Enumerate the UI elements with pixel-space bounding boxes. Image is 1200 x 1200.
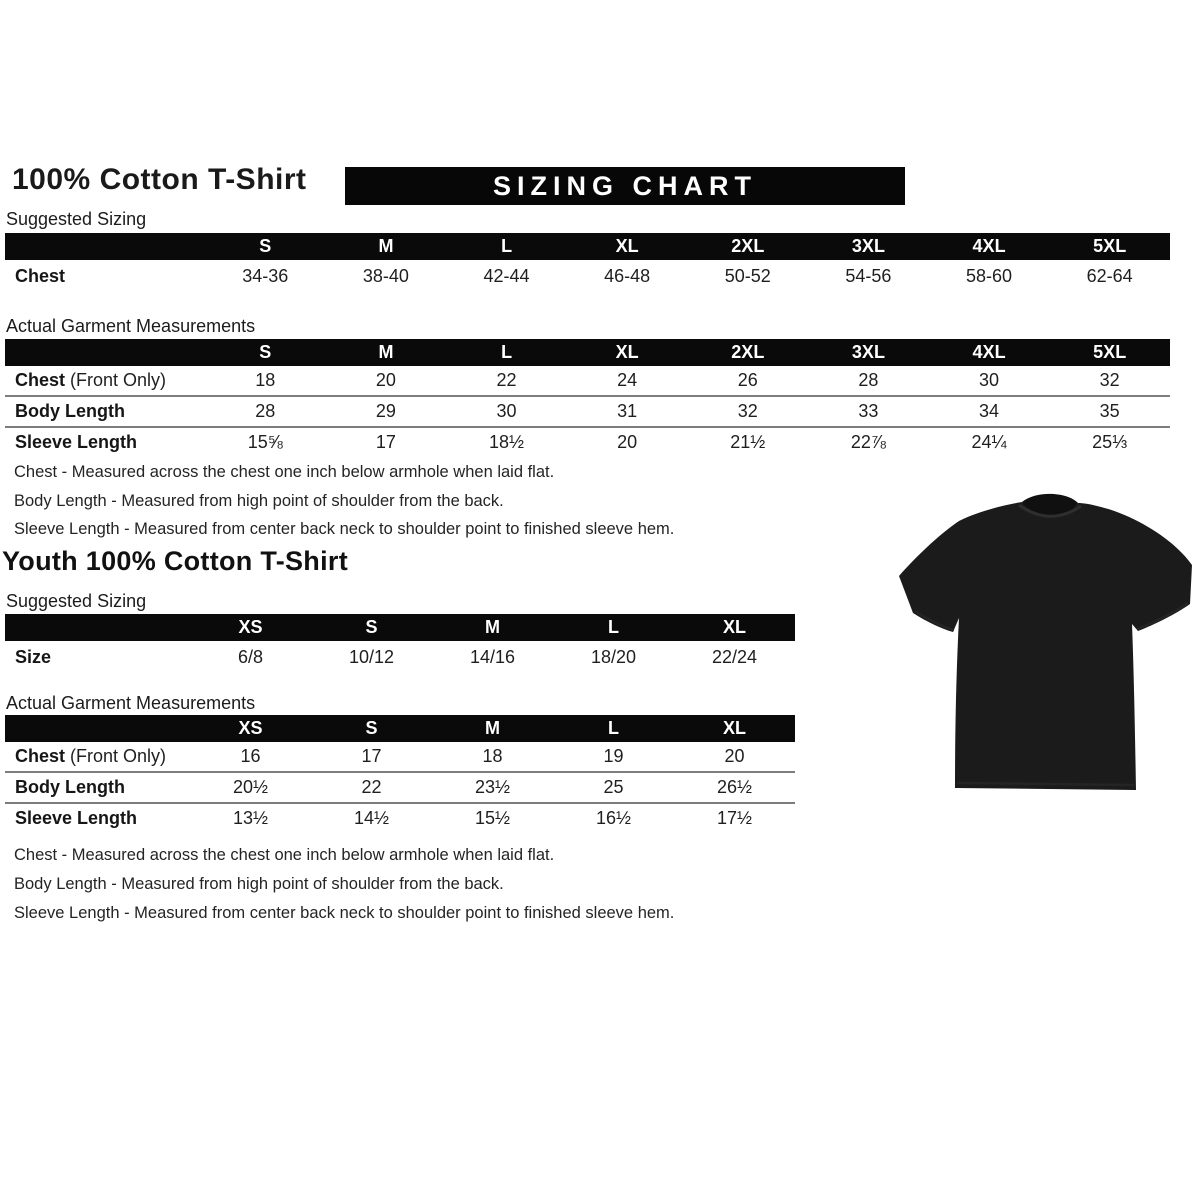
table-row-sleeve-length (5, 427, 1170, 457)
measurement-note: Body Length - Measured from high point of shoulder from the back. (14, 875, 504, 893)
cell-value: 54-56 (845, 266, 892, 286)
cell-value: 35 (1049, 396, 1170, 427)
cell-value: 20 (724, 746, 745, 766)
size-column-header: XL (674, 715, 795, 742)
black-tshirt-image (885, 478, 1200, 810)
cell-value: 15½ (432, 803, 553, 833)
cell-value: 38-40 (362, 266, 409, 286)
cell-value: 30 (446, 396, 567, 427)
cell-value: 24 (617, 370, 638, 390)
size-column-header: S (311, 715, 432, 742)
table-row-chest (5, 366, 1170, 396)
size-column-header: L (553, 614, 674, 641)
adult-suggested-sizing-table (5, 233, 1170, 293)
cell-value: 18½ (446, 427, 567, 457)
cell-value: 31 (567, 396, 688, 427)
cell-value: 42-44 (483, 266, 530, 286)
size-column-header: 2XL (688, 339, 809, 366)
cell-value: 20½ (190, 772, 311, 803)
cell-value: 29 (326, 396, 447, 427)
adult-measurement-notes (14, 458, 674, 544)
cell-value: 18 (255, 370, 276, 390)
cell-value: 22 (496, 370, 517, 390)
cell-value: 62-64 (1086, 266, 1133, 286)
cell-value: 18/20 (590, 647, 637, 667)
empty-header-cell (5, 339, 205, 366)
measurement-note: Body Length - Measured from high point of shoulder from the back. (14, 491, 504, 510)
row-label: Chest (Front Only) (15, 370, 167, 390)
size-column-header: 3XL (808, 339, 929, 366)
cell-value: 15⅝ (205, 427, 326, 457)
cell-value: 50-52 (724, 266, 771, 286)
cell-value: 17½ (674, 803, 795, 833)
measurement-note: Sleeve Length - Measured from center back neck to shoulder point to finished sleeve hem. (14, 520, 675, 538)
size-column-header: 5XL (1049, 233, 1170, 260)
sizing-chart-banner: SIZING CHART (345, 167, 905, 205)
size-column-header: XL (674, 614, 795, 641)
size-column-header: M (432, 715, 553, 742)
tshirt-graphic (885, 478, 1200, 810)
row-label: Chest (Front Only) (15, 746, 167, 766)
size-column-header: 2XL (688, 233, 809, 260)
cell-value: 17 (326, 427, 447, 457)
row-label: Size (15, 647, 52, 667)
adult-measurements-table (5, 339, 1170, 457)
cell-value: 26½ (674, 772, 795, 803)
size-column-header: S (205, 233, 326, 260)
cell-value: 22 (311, 772, 432, 803)
size-column-header: XL (567, 339, 688, 366)
cell-value: 20 (567, 427, 688, 457)
youth-section-title: Youth 100% Cotton T-Shirt (2, 546, 348, 576)
table-header-row (5, 339, 1170, 366)
cell-value: 25⅓ (1049, 427, 1170, 457)
size-column-header: S (205, 339, 326, 366)
cell-value: 34-36 (242, 266, 289, 286)
size-column-header: XS (190, 715, 311, 742)
cell-value: 32 (688, 396, 809, 427)
cell-value: 14½ (311, 803, 432, 833)
size-column-header: M (326, 339, 447, 366)
cell-value: 21½ (688, 427, 809, 457)
table-row-body-length (5, 396, 1170, 427)
cell-value: 22/24 (711, 647, 758, 667)
cell-value: 34 (929, 396, 1050, 427)
adult-measurements-label: Actual Garment Measurements (6, 316, 256, 336)
empty-header-cell (5, 614, 190, 641)
row-label: Body Length (5, 396, 205, 427)
cell-value: 28 (858, 370, 879, 390)
table-header-row (5, 715, 795, 742)
table-row-body-length (5, 772, 795, 803)
cell-value: 14/16 (469, 647, 516, 667)
cell-value: 24¼ (929, 427, 1050, 457)
cell-value: 33 (808, 396, 929, 427)
cell-value: 32 (1099, 370, 1120, 390)
size-column-header: XL (567, 233, 688, 260)
cell-value: 10/12 (348, 647, 395, 667)
table-header-row (5, 614, 795, 641)
cell-value: 6/8 (237, 647, 264, 667)
cell-value: 16 (240, 746, 261, 766)
youth-suggested-sizing-table (5, 614, 795, 674)
size-column-header: M (326, 233, 447, 260)
cell-value: 13½ (190, 803, 311, 833)
cell-value: 46-48 (604, 266, 651, 286)
cell-value: 17 (361, 746, 382, 766)
page-title: 100% Cotton T-Shirt (12, 163, 307, 196)
empty-header-cell (5, 233, 205, 260)
youth-suggested-sizing-label: Suggested Sizing (6, 591, 147, 611)
measurement-note: Chest - Measured across the chest one inch below armhole when laid flat. (14, 463, 555, 481)
cell-value: 26 (737, 370, 758, 390)
cell-value: 19 (603, 746, 624, 766)
empty-header-cell (5, 715, 190, 742)
size-column-header: M (432, 614, 553, 641)
size-column-header: 4XL (929, 339, 1050, 366)
measurement-note: Sleeve Length - Measured from center back neck to shoulder point to finished sleeve hem. (14, 904, 675, 922)
cell-value: 22⅞ (808, 427, 929, 457)
measurement-note: Chest - Measured across the chest one inch below armhole when laid flat. (14, 846, 555, 864)
youth-measurements-table (5, 715, 795, 833)
row-label: Sleeve Length (5, 427, 205, 457)
size-column-header: 3XL (808, 233, 929, 260)
table-row (5, 641, 795, 674)
row-label: Sleeve Length (5, 803, 190, 833)
size-column-header: 5XL (1049, 339, 1170, 366)
cell-value: 30 (979, 370, 1000, 390)
cell-value: 28 (205, 396, 326, 427)
size-column-header: L (446, 339, 567, 366)
size-column-header: 4XL (929, 233, 1050, 260)
row-label: Chest (15, 266, 66, 286)
adult-suggested-sizing-label: Suggested Sizing (6, 209, 147, 229)
cell-value: 20 (375, 370, 396, 390)
youth-measurement-notes (14, 841, 674, 928)
table-row-chest (5, 742, 795, 772)
table-header-row (5, 233, 1170, 260)
table-row-sleeve-length (5, 803, 795, 833)
cell-value: 16½ (553, 803, 674, 833)
cell-value: 18 (482, 746, 503, 766)
youth-measurements-label: Actual Garment Measurements (6, 693, 256, 713)
size-column-header: L (446, 233, 567, 260)
size-column-header: XS (190, 614, 311, 641)
tshirt-body (899, 502, 1192, 790)
row-label: Body Length (5, 772, 190, 803)
cell-value: 25 (553, 772, 674, 803)
cell-value: 58-60 (966, 266, 1013, 286)
size-column-header: L (553, 715, 674, 742)
size-column-header: S (311, 614, 432, 641)
table-row (5, 260, 1170, 293)
cell-value: 23½ (432, 772, 553, 803)
